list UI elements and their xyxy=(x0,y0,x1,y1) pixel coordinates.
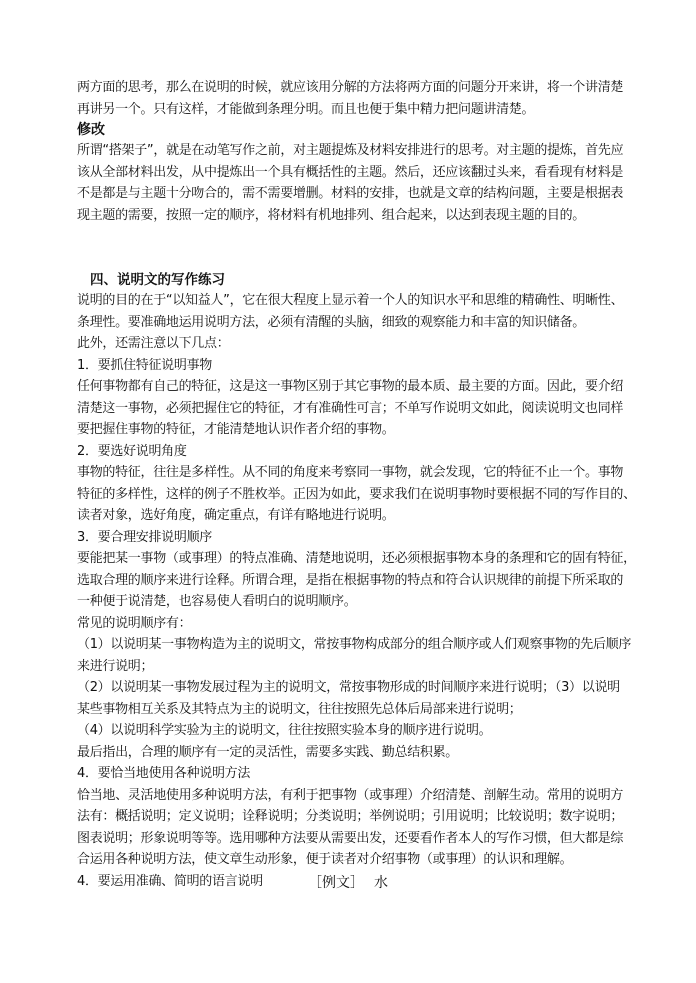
text-line: 所谓“搭架子”，就是在动笔写作之前，对主题提炼及材料安排进行的思考。对主题的提炼，首先应 xyxy=(77,143,624,158)
text-line: 不是都是与主题十分吻合的，需不需要增删。材料的安排，也就是文章的结构问题，主要是根据表 xyxy=(77,186,624,201)
point-title: 1．要抓住特征说明事物 xyxy=(77,357,212,373)
example-heading xyxy=(0,872,696,894)
paragraph-block1 xyxy=(77,77,696,120)
text-line: 法有：概括说明；定义说明；诠释说明；分类说明；举例说明；引用说明；比较说明；数字说明； xyxy=(77,809,624,824)
text-line: （2）以说明某一事物发展过程为主的说明文，常按事物形成的时间顺序来进行说明；（3）以说明 xyxy=(77,680,620,695)
text-line: 恰当地、灵活地使用多种说明方法，有利于把事物（或事理）介绍清楚、剖解生动。常用的说明方 xyxy=(77,787,624,803)
text-line: （4）以说明科学实验为主的说明文，往往按照实验本身的顺序进行说明。 xyxy=(77,723,492,738)
paragraph-block2 xyxy=(77,140,696,226)
text-line: 特征的多样性，这样的例子不胜枚举。正因为如此，要求我们在说明事物时要根据不同的写作目的、 xyxy=(77,486,636,502)
text-line: 此外，还需注意以下几点： xyxy=(77,336,230,351)
text-line: 该从全部材料出发，从中提炼出一个具有概括性的主题。然后，还应该翻过头来，看看现有材料是 xyxy=(77,164,624,180)
text-line: 条理性。要准确地运用说明方法，必须有清醒的头脑，细致的观察能力和丰富的知识储备。 xyxy=(77,314,586,330)
text-line: 说明的目的在于“以知益人”，它在很大程度上显示着一个人的知识水平和思维的精确性、明晰性、 xyxy=(77,293,624,308)
text-line: 再讲另一个。只有这样，才能做到条理分明。而且也便于集中精力把问题讲清楚。 xyxy=(77,101,535,117)
point-title: 3．要合理安排说明顺序 xyxy=(77,529,212,545)
text-line: 图表说明；形象说明等等。选用哪种方法要从需要出发，还要看作者本人的写作习惯，但大都是综 xyxy=(77,830,624,846)
paragraph-intro xyxy=(77,290,696,355)
text-line: （1）以说明某一事物构造为主的说明文，常按事物构成部分的组合顺序或人们观察事物的先后顺序 xyxy=(77,637,632,652)
text-line: 某些事物相互关系及其特点为主的说明文，往往按照先总体后局部来进行说明； xyxy=(77,701,522,717)
text-line: 任何事物都有自己的特征，这是这一事物区别于其它事物的最本质、最主要的方面。因此，要介绍 xyxy=(77,379,624,394)
text-line: 要能把某一事物（或事理）的特点准确、清楚地说明，还必须根据事物本身的条理和它的固有特征， xyxy=(77,551,636,566)
text-line: 清楚这一事物，必须把握住它的特征，才有准确性可言；不单写作说明文如此，阅读说明文也同样 xyxy=(77,400,624,416)
text-line: 要把握住事物的特征，才能清楚地认识作者介绍的事物。 xyxy=(77,422,395,437)
point-title: 4．要恰当地使用各种说明方法 xyxy=(77,766,251,781)
text-line: 读者对象，选好角度，确定重点，有详有略地进行说明。 xyxy=(77,508,395,523)
text-line: 选取合理的顺序来进行诠释。所谓合理，是指在根据事物的特点和符合认识规律的前提下所采取的 xyxy=(77,572,624,588)
text-line: 最后指出，合理的顺序有一定的灵活性，需要多实践、勤总结积累。 xyxy=(77,744,459,760)
text-line: 事物的特征，往往是多样性。从不同的角度来考察同一事物，就会发现，它的特征不止一个。事物 xyxy=(77,465,624,480)
paragraph-point1 xyxy=(77,376,696,441)
heading-xiugai: 修改 xyxy=(77,122,105,138)
paragraph-point4 xyxy=(77,785,696,871)
section-title: 四、说明文的写作练习 xyxy=(90,272,225,288)
example-label: ［例文］ xyxy=(308,875,364,891)
point-title: 2．要选好说明角度 xyxy=(77,443,187,459)
text-line: 合运用各种说明方法，使文章生动形象，便于读者对介绍事物（或事理）的认识和理解。 xyxy=(77,852,573,867)
example-title: 水 xyxy=(374,875,388,891)
text-line: 两方面的思考，那么在说明的时候，就应该用分解的方法将两方面的问题分开来讲，将一个讲清楚 xyxy=(77,80,624,95)
text-line: 来进行说明； xyxy=(77,658,154,674)
text-line: 常见的说明顺序有： xyxy=(77,615,192,631)
point-title: 4．要运用准确、简明的语言说明 xyxy=(77,873,263,889)
text-line: 一种便于说清楚，也容易使人看明白的说明顺序。 xyxy=(77,594,357,609)
paragraph-point3 xyxy=(77,548,696,763)
spacer xyxy=(77,226,696,270)
text-line: 现主题的需要，按照一定的顺序，将材料有机地排列、组合起来，以达到表现主题的目的。 xyxy=(77,207,586,223)
paragraph-point2 xyxy=(77,462,696,527)
